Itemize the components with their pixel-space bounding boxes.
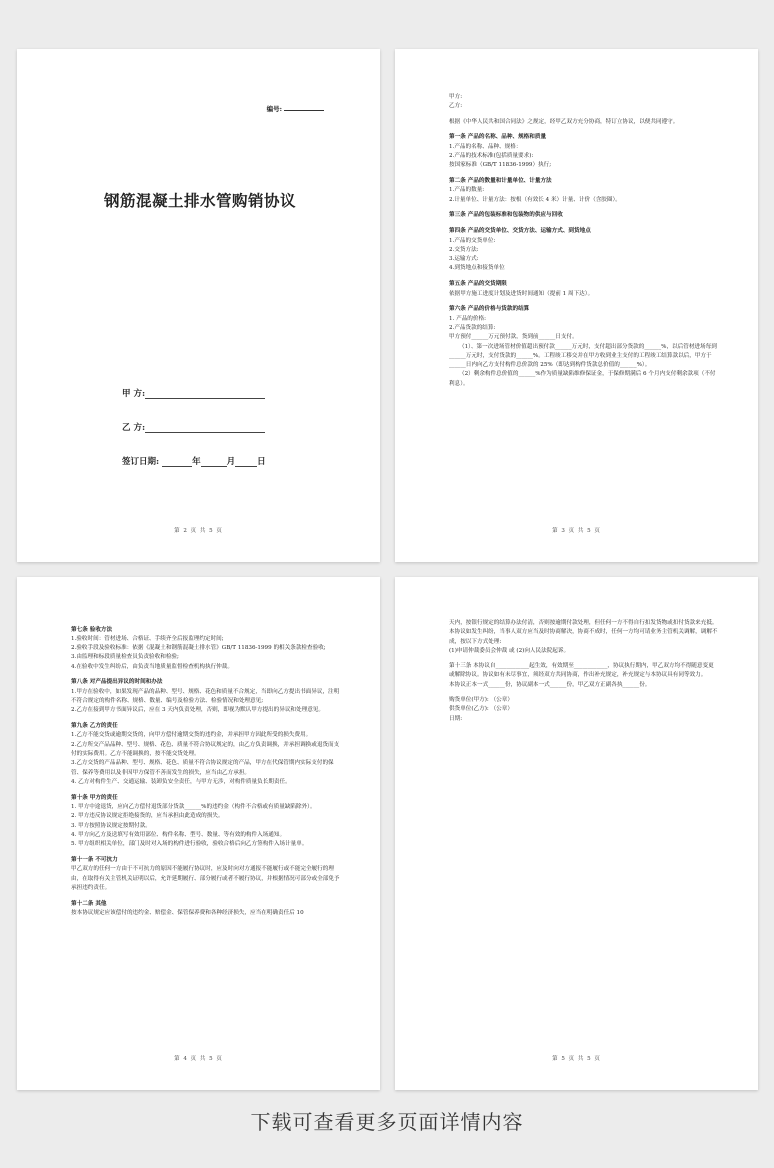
page-footer: 第 4 页 共 5 页 [174,1056,223,1062]
paragraph: 2. 甲方违反协议规定拒绝接货的，应当承担由此造成的损失。 [71,813,224,820]
paragraph: 1.产品的名称、品种、规格： [449,143,522,150]
paragraph: 供货单位(乙方): （公章） [449,706,513,713]
page-footer: 第 5 页 共 5 页 [552,1056,601,1062]
paragraph: （1）、第一次进场管材价值超出预付款______万元时，支付超出部分货款的______%，以后管材进场每到______万元时，支付货款的______%。工程竣工移交并在甲方收到业主支付的工程竣工结算款以后，甲方于______日内向乙方支付构件总价款的 25%（即达到构件货款总价值的______%）。 [449,343,717,369]
page-5-body [449,619,718,724]
page-footer: 第 2 页 共 5 页 [174,528,223,534]
page-3 [395,49,758,562]
paragraph: 2.乙方在接到甲方书面异议后，应在 3 天内负责处理，否则，即视为默认甲方提出的异议和处理意见。 [71,707,324,714]
paragraph: （2）剩余构件总价值的______%作为质量缺陷维修保证金，于保修期满后 6 个月内支付剩余款项（不付利息）。 [449,371,716,387]
serial-label: 编号: [266,105,282,113]
section-heading: 第九条 乙方的责任 [71,723,118,730]
paragraph: 1.产品的数量: [449,187,485,194]
paragraph: 本协议如发生纠纷，当事人双方应当及时协商解决，协商不成时，任何一方均可请业务主管机关调解，调解不成，按以下方式处理: [449,629,718,645]
paragraph: 乙方: [449,103,463,110]
paragraph: 1.验收时间：管材进场、合格证、手续齐全后报监理约定时间; [71,635,224,642]
paragraph: 购货单位(甲方): （公章） [449,697,513,704]
section-heading: 第六条 产品的价格与货款的结算 [449,306,530,313]
month-label: 月 [226,457,236,467]
party-b-line [145,423,265,433]
paragraph: 4.在验收中发生纠纷后，由负责当地质量监督检查机构执行仲裁。 [71,663,233,670]
paragraph: 2.产品货款的结算: [449,324,496,331]
party-b-label: 乙 方: [122,423,146,433]
page-5 [395,577,758,1090]
sign-date-row [122,455,266,467]
section-heading: 第十一条 不可抗力 [71,857,118,864]
paragraph: 第十三条 本协议自____________起生效，有效期至____________，协议执行期内，甲乙双方均不得随意变更或解除协议。协议如有未尽事宜，须经双方共同协商，作出补充规定，补充规定与本协议具有同等效力。 [449,663,714,679]
paragraph: 1.产品的交货单位: [449,237,496,244]
paragraph: 3.乙方交货的产品品种、型号、规格、花色、质量不符合协议规定的产品，甲方在代保管期内实际支付的保管、保养等费用以及非因甲方保管不善而发生的损失，应当由乙方承担。 [71,760,334,776]
paragraph: 1. 甲方中途退货，应向乙方偿付退货部分货款______%的违约金（构件不合格或有质量缺陷除外）。 [71,804,316,811]
paragraph: 甲方预付______万元预付款，货到前______日支付。 [449,334,578,341]
paragraph: 1.甲方在验收中，如果发现产品的品种、型号、规格、花色和质量不合规定，当即向乙方提出书面异议，注明不符合规定的构件名称、规格、数量、编号及检验方法、检验情况和处理意见; [71,688,340,705]
paragraph: 根据《中华人民共和国合同法》之规定，经甲乙双方充分协商，特订立协议，以便共同遵守。 [449,118,679,125]
paragraph: 4.到货地点和接货单位 [449,265,505,272]
paragraph: 5. 甲方组织相关单位，部门及时对入场的构件进行验收，验收合格后向乙方签构件入场计量单。 [71,841,308,848]
paragraph: 甲方: [449,94,463,100]
page-footer: 第 3 页 共 5 页 [552,528,601,534]
paragraph: 日期: [449,715,463,722]
paragraph: 依据甲方施工进度计划及进货时间通知（提前 1 周下达）。 [449,290,594,297]
month-line [201,457,227,467]
paragraph: 1. 产品的价格: [449,315,486,322]
paragraph: 2.乙方所交产品品种、型号、规格、花色、质量不符合协议规定的，由乙方负责调换，并承担调换或退货而支付的实际费用。乙方不能调换的，按不能交货处理。 [71,741,340,758]
paragraph: 按国家标准（GB/T 11836-1999）执行; [449,162,552,169]
sign-date-label: 签订日期: [122,457,160,467]
section-heading: 第五条 产品的交货期限 [449,281,507,288]
paragraph: 2.计量单位、计量方法：按根（有效长 4 米）计量、计价（含胶圈）。 [449,196,621,203]
section-heading: 第八条 对产品提出异议的时间和办法 [71,679,163,686]
paragraph: 2.验收手段及验收标准：依据《混凝土和钢筋混凝土排水管》GB/T 11836-1999 的相关条款检查验收; [71,645,326,652]
paragraph: (1)申请仲裁委员会仲裁 或 (2)向人民法院起诉。 [449,647,570,654]
party-a-row [122,387,265,399]
paragraph: 2.交货方法: [449,246,479,253]
paragraph: 1.乙方不能交货或逾期交货的，向甲方偿付逾期交货的违约金，并承担甲方因此所受的损失费用。 [71,732,312,739]
paragraph: 4. 乙方对构件生产、交通运输、装卸负安全责任，与甲方无涉，对构件质量负长期责任。 [71,778,291,785]
paragraph: 4. 甲方向乙方及送填写有效用部位、构件名称、型号、数量、等有效的构件入场通知。 [71,831,286,838]
paragraph: 2.产品的技术标准(包括质量要求): [449,152,534,159]
year-label: 年 [192,457,201,467]
serial-line [284,110,324,111]
download-caption: 下载可查看更多页面详情内容 [250,1110,524,1134]
paragraph: 按本协议规定应该偿付的违约金、赔偿金、保管保养费和各种经济损失，应当在明确责任后 10 [71,910,304,917]
paragraph: 3.运输方式: [449,256,479,263]
paragraph: 3.由监理和标段质量检查员负责验收和检验; [71,654,179,661]
party-a-label: 甲 方: [122,389,146,399]
party-b-row [122,421,265,433]
section-heading: 第一条 产品的名称、品种、规格和质量 [449,134,547,141]
section-heading: 第三条 产品的包装标准和包装物的供应与回收 [449,212,563,219]
party-a-line [145,389,265,399]
day-label: 日 [257,457,266,467]
page-3-body [449,93,718,389]
page-4-body [71,619,340,918]
serial-number [267,104,324,113]
day-line [235,457,257,467]
section-heading: 第十二条 其他 [71,900,107,907]
section-heading: 第七条 验收方法 [71,626,113,633]
page-4 [17,577,380,1090]
paragraph: 本协议正本一式______份，协议副本一式______份，甲乙双方正副各执______份。 [449,681,651,688]
section-heading: 第四条 产品的交货单位、交货方法、运输方式、到货地点 [449,228,591,235]
section-heading: 第二条 产品的数量和计量单位、计量方法 [449,178,552,185]
section-heading: 第十条 甲方的责任 [71,794,118,801]
page-2-cover [17,49,380,562]
paragraph: 甲乙双方的任何一方由于不可抗力的原因不能履行协议时，应及时向对方通报不能履行或不能完全履行的理由，在取得有关主管机关证明以后，允许延期履行、部分履行或者不履行协议，并根据情况可部分或全部免予承担违约责任。 [71,866,340,891]
paragraph: 天内，按银行规定的结算办法付清，否则按逾期付款处理，但任何一方不得自行扣发货物或扣付货款来充抵。 [449,620,718,626]
year-line [162,457,192,467]
paragraph: 3. 甲方按照协议规定按期付款。 [71,822,151,829]
document-title: 钢筋混凝土排水管购销协议 [104,192,297,210]
